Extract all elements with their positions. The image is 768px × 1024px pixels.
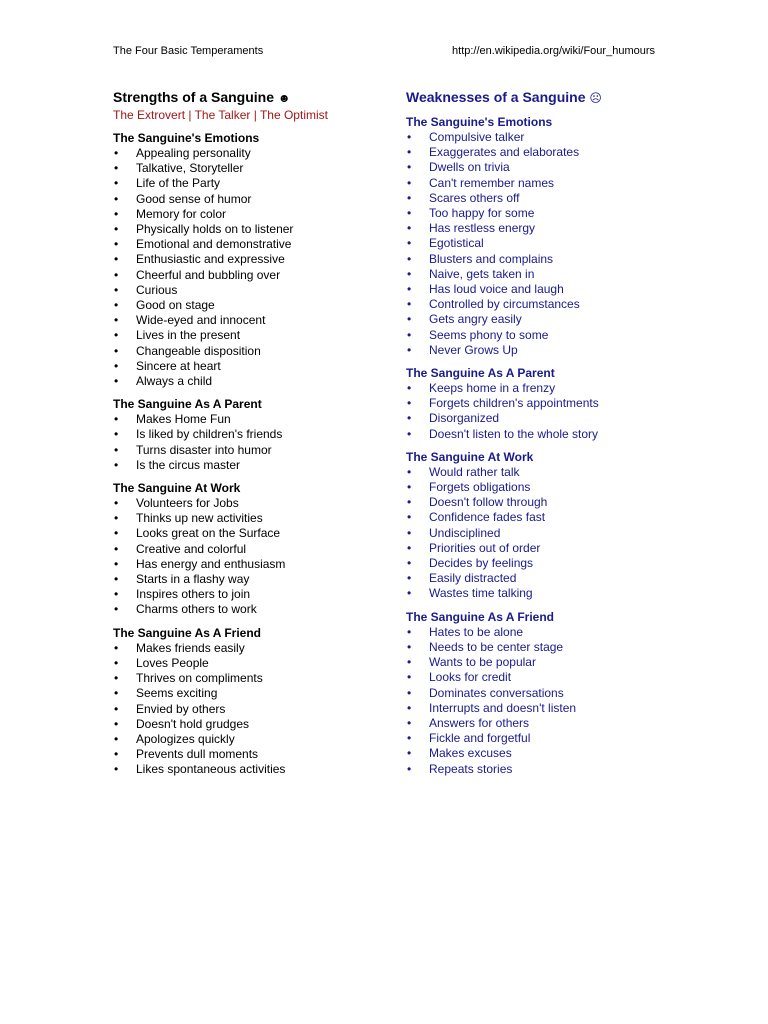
list-item-text: Repeats stories bbox=[429, 761, 513, 776]
bullet-icon: • bbox=[114, 640, 119, 655]
bullet-icon: • bbox=[114, 572, 119, 587]
bullet-icon: • bbox=[407, 510, 412, 525]
list-item-text: Creative and colorful bbox=[136, 541, 247, 556]
bullet-icon: • bbox=[114, 298, 119, 313]
bullet-icon: • bbox=[114, 267, 119, 282]
list-item-text: Good sense of humor bbox=[136, 191, 252, 206]
bullet-icon: • bbox=[114, 237, 119, 252]
smiley-face-icon: ☻ bbox=[277, 91, 291, 105]
list-item bbox=[113, 412, 393, 427]
bullet-icon: • bbox=[407, 266, 412, 281]
bullet-icon: • bbox=[114, 161, 119, 176]
list-item bbox=[113, 207, 393, 222]
list-item-text: Loves People bbox=[136, 655, 209, 670]
list-item bbox=[406, 541, 706, 556]
strengths-sections bbox=[113, 131, 393, 778]
list-item bbox=[406, 670, 706, 685]
bullet-icon: • bbox=[407, 381, 412, 396]
list-item-text: Physically holds on to listener bbox=[136, 222, 294, 237]
bullet-icon: • bbox=[407, 586, 412, 601]
list-item-text: Needs to be center stage bbox=[429, 639, 564, 654]
bullet-icon: • bbox=[114, 206, 119, 221]
bullet-icon: • bbox=[407, 175, 412, 190]
list-item bbox=[406, 586, 706, 601]
section-heading: The Sanguine As A Parent bbox=[113, 397, 262, 412]
list-item-text: Wide-eyed and innocent bbox=[136, 313, 266, 328]
bullet-icon: • bbox=[407, 297, 412, 312]
list-item-text: Blusters and complains bbox=[429, 251, 554, 266]
list-item-text: Egotistical bbox=[429, 236, 484, 251]
bullet-icon: • bbox=[114, 313, 119, 328]
bullet-list bbox=[113, 496, 393, 618]
list-item bbox=[406, 526, 706, 541]
bullet-icon: • bbox=[114, 671, 119, 686]
bullet-icon: • bbox=[114, 587, 119, 602]
list-item bbox=[406, 343, 706, 358]
list-item-text: Volunteers for Jobs bbox=[136, 496, 239, 511]
list-item bbox=[406, 686, 706, 701]
list-item-text: Prevents dull moments bbox=[136, 747, 259, 762]
list-item-text: Likes spontaneous activities bbox=[136, 762, 286, 777]
list-item-text: Naive, gets taken in bbox=[429, 266, 535, 281]
bullet-icon: • bbox=[407, 396, 412, 411]
list-item bbox=[113, 252, 393, 267]
bullet-icon: • bbox=[114, 716, 119, 731]
bullet-icon: • bbox=[114, 747, 119, 762]
list-item bbox=[406, 571, 706, 586]
list-item bbox=[113, 176, 393, 191]
bullet-icon: • bbox=[114, 176, 119, 191]
bullet-icon: • bbox=[407, 639, 412, 654]
list-item-text: Lives in the present bbox=[136, 328, 241, 343]
list-item-text: Controlled by circumstances bbox=[429, 297, 580, 312]
section bbox=[406, 610, 706, 777]
list-item-text: Starts in a flashy way bbox=[136, 572, 250, 587]
list-item-text: Fickle and forgetful bbox=[429, 731, 531, 746]
bullet-icon: • bbox=[407, 130, 412, 144]
list-item-text: Scares others off bbox=[429, 190, 520, 205]
list-item bbox=[113, 283, 393, 298]
bullet-icon: • bbox=[114, 191, 119, 206]
weaknesses-title bbox=[406, 88, 706, 107]
list-item-text: Makes Home Fun bbox=[136, 412, 231, 427]
list-item-text: Exaggerates and elaborates bbox=[429, 145, 580, 160]
bullet-icon: • bbox=[407, 236, 412, 251]
list-item bbox=[406, 716, 706, 731]
section bbox=[406, 115, 706, 358]
bullet-icon: • bbox=[114, 655, 119, 670]
bullet-icon: • bbox=[407, 282, 412, 297]
list-item bbox=[406, 236, 706, 251]
bullet-icon: • bbox=[114, 222, 119, 237]
list-item bbox=[406, 328, 706, 343]
list-item-text: Compulsive talker bbox=[429, 130, 525, 144]
bullet-list bbox=[113, 641, 393, 778]
bullet-icon: • bbox=[114, 701, 119, 716]
bullet-icon: • bbox=[407, 761, 412, 776]
bullet-icon: • bbox=[114, 556, 119, 571]
weaknesses-sections bbox=[406, 115, 706, 777]
list-item bbox=[406, 427, 706, 442]
list-item bbox=[113, 656, 393, 671]
list-item-text: Is the circus master bbox=[136, 457, 241, 472]
bullet-icon: • bbox=[407, 190, 412, 205]
bullet-icon: • bbox=[407, 342, 412, 357]
bullet-icon: • bbox=[407, 312, 412, 327]
list-item-text: Charms others to work bbox=[136, 602, 257, 617]
section-heading: The Sanguine's Emotions bbox=[113, 131, 260, 145]
list-item bbox=[113, 427, 393, 442]
bullet-list bbox=[406, 465, 706, 602]
list-item-text: Always a child bbox=[136, 374, 213, 389]
list-item bbox=[406, 655, 706, 670]
list-item bbox=[113, 313, 393, 328]
list-item bbox=[113, 298, 393, 313]
section-heading: The Sanguine As A Friend bbox=[113, 625, 262, 640]
list-item bbox=[113, 702, 393, 717]
list-item bbox=[406, 267, 706, 282]
list-item bbox=[113, 161, 393, 176]
bullet-icon: • bbox=[114, 731, 119, 746]
bullet-icon: • bbox=[407, 525, 412, 540]
list-item-text: Looks great on the Surface bbox=[136, 526, 281, 541]
section-heading: The Sanguine As A Parent bbox=[406, 366, 555, 381]
list-item bbox=[113, 557, 393, 572]
bullet-list bbox=[113, 412, 393, 473]
list-item-text: Priorities out of order bbox=[429, 540, 541, 555]
list-item bbox=[113, 328, 393, 343]
list-item-text: Never Grows Up bbox=[429, 342, 518, 357]
list-item bbox=[406, 465, 706, 480]
list-item bbox=[406, 556, 706, 571]
bullet-icon: • bbox=[407, 251, 412, 266]
bullet-icon: • bbox=[407, 426, 412, 441]
list-item-text: Turns disaster into humor bbox=[136, 442, 272, 457]
list-item-text: Life of the Party bbox=[136, 176, 221, 191]
strengths-subtitle: The Extrovert | The Talker | The Optimist bbox=[113, 108, 328, 122]
list-item bbox=[406, 640, 706, 655]
bullet-icon: • bbox=[407, 221, 412, 236]
list-item-text: Talkative, Storyteller bbox=[136, 161, 244, 176]
list-item bbox=[113, 268, 393, 283]
list-item bbox=[406, 191, 706, 206]
section-heading: The Sanguine At Work bbox=[113, 481, 241, 496]
bullet-icon: • bbox=[114, 526, 119, 541]
list-item-text: Looks for credit bbox=[429, 670, 512, 685]
list-item-text: Good on stage bbox=[136, 298, 215, 313]
bullet-icon: • bbox=[407, 495, 412, 510]
list-item-text: Emotional and demonstrative bbox=[136, 237, 292, 252]
section-heading: The Sanguine As A Friend bbox=[406, 609, 555, 624]
list-item-text: Makes excuses bbox=[429, 746, 512, 761]
list-item bbox=[113, 344, 393, 359]
bullet-icon: • bbox=[407, 670, 412, 685]
list-item-text: Cheerful and bubbling over bbox=[136, 267, 281, 282]
list-item-text: Doesn't follow through bbox=[429, 495, 548, 510]
bullet-icon: • bbox=[407, 700, 412, 715]
bullet-icon: • bbox=[407, 327, 412, 342]
list-item-text: Dominates conversations bbox=[429, 685, 564, 700]
list-item-text: Seems phony to some bbox=[429, 327, 549, 342]
list-item-text: Dwells on trivia bbox=[429, 160, 510, 175]
list-item-text: Answers for others bbox=[429, 715, 530, 730]
list-item-text: Disorganized bbox=[429, 411, 500, 426]
list-item bbox=[406, 221, 706, 236]
list-item bbox=[406, 625, 706, 640]
list-item-text: Doesn't listen to the whole story bbox=[429, 426, 599, 441]
bullet-icon: • bbox=[407, 746, 412, 761]
list-item bbox=[113, 732, 393, 747]
strengths-title-text: Strengths of a Sanguine bbox=[113, 89, 275, 105]
list-item-text: Hates to be alone bbox=[429, 624, 524, 639]
list-item-text: Apologizes quickly bbox=[136, 731, 235, 746]
bullet-icon: • bbox=[114, 442, 119, 457]
list-item bbox=[113, 359, 393, 374]
list-item bbox=[406, 746, 706, 761]
list-item-text: Can't remember names bbox=[429, 175, 555, 190]
list-item bbox=[113, 717, 393, 732]
list-item-text: Has energy and enthusiasm bbox=[136, 556, 286, 571]
bullet-icon: • bbox=[407, 655, 412, 670]
list-item bbox=[113, 496, 393, 511]
list-item bbox=[406, 731, 706, 746]
list-item-text: Seems exciting bbox=[136, 686, 218, 701]
document-title: The Four Basic Temperaments bbox=[113, 45, 264, 57]
strengths-column bbox=[113, 88, 393, 778]
list-item-text: Changeable disposition bbox=[136, 343, 261, 358]
list-item-text: Appealing personality bbox=[136, 146, 251, 160]
list-item-text: Forgets obligations bbox=[429, 480, 531, 495]
list-item-text: Has restless energy bbox=[429, 221, 536, 236]
list-item bbox=[113, 747, 393, 762]
list-item bbox=[406, 701, 706, 716]
bullet-list bbox=[406, 625, 706, 777]
section-heading: The Sanguine At Work bbox=[406, 449, 534, 464]
list-item-text: Curious bbox=[136, 282, 178, 297]
bullet-list bbox=[406, 381, 706, 442]
bullet-icon: • bbox=[114, 374, 119, 389]
list-item-text: Has loud voice and laugh bbox=[429, 282, 564, 297]
section-heading: The Sanguine's Emotions bbox=[406, 115, 553, 129]
list-item-text: Confidence fades fast bbox=[429, 510, 546, 525]
list-item-text: Gets angry easily bbox=[429, 312, 522, 327]
bullet-icon: • bbox=[114, 412, 119, 427]
bullet-icon: • bbox=[114, 457, 119, 472]
list-item-text: Easily distracted bbox=[429, 571, 517, 586]
list-item bbox=[113, 146, 393, 161]
bullet-icon: • bbox=[114, 427, 119, 442]
list-item bbox=[113, 222, 393, 237]
bullet-icon: • bbox=[407, 624, 412, 639]
bullet-icon: • bbox=[407, 206, 412, 221]
list-item-text: Too happy for some bbox=[429, 206, 535, 221]
list-item-text: Keeps home in a frenzy bbox=[429, 381, 556, 396]
bullet-icon: • bbox=[114, 511, 119, 526]
bullet-icon: • bbox=[114, 541, 119, 556]
list-item bbox=[113, 443, 393, 458]
list-item bbox=[113, 762, 393, 777]
list-item bbox=[406, 282, 706, 297]
bullet-icon: • bbox=[407, 411, 412, 426]
list-item-text: Thrives on compliments bbox=[136, 671, 263, 686]
list-item bbox=[406, 495, 706, 510]
list-item-text: Interrupts and doesn't listen bbox=[429, 700, 577, 715]
bullet-icon: • bbox=[114, 762, 119, 777]
list-item-text: Memory for color bbox=[136, 206, 227, 221]
list-item bbox=[113, 192, 393, 207]
section bbox=[406, 366, 706, 442]
list-item-text: Envied by others bbox=[136, 701, 226, 716]
list-item bbox=[406, 176, 706, 191]
bullet-list bbox=[113, 146, 393, 389]
list-item bbox=[406, 762, 706, 777]
bullet-icon: • bbox=[114, 496, 119, 511]
weaknesses-column bbox=[406, 88, 706, 777]
list-item-text: Wants to be popular bbox=[429, 655, 536, 670]
list-item-text: Makes friends easily bbox=[136, 640, 245, 655]
bullet-icon: • bbox=[407, 145, 412, 160]
list-item-text: Thinks up new activities bbox=[136, 511, 263, 526]
list-item bbox=[406, 312, 706, 327]
bullet-icon: • bbox=[114, 343, 119, 358]
frowning-face-icon: ☹ bbox=[589, 91, 602, 105]
source-url: http://en.wikipedia.org/wiki/Four_humours bbox=[452, 45, 655, 57]
list-item bbox=[406, 160, 706, 175]
list-item bbox=[406, 510, 706, 525]
list-item bbox=[113, 641, 393, 656]
bullet-icon: • bbox=[114, 282, 119, 297]
list-item-text: Forgets children's appointments bbox=[429, 396, 599, 411]
list-item bbox=[113, 374, 393, 389]
list-item-text: Is liked by children's friends bbox=[136, 427, 283, 442]
section bbox=[113, 626, 393, 778]
list-item bbox=[113, 686, 393, 701]
bullet-icon: • bbox=[114, 358, 119, 373]
list-item bbox=[406, 381, 706, 396]
section bbox=[113, 397, 393, 473]
bullet-icon: • bbox=[114, 602, 119, 617]
list-item bbox=[113, 572, 393, 587]
list-item bbox=[406, 145, 706, 160]
bullet-icon: • bbox=[407, 715, 412, 730]
list-item bbox=[113, 602, 393, 617]
list-item bbox=[406, 480, 706, 495]
list-item bbox=[406, 130, 706, 145]
bullet-icon: • bbox=[407, 464, 412, 479]
list-item bbox=[113, 511, 393, 526]
list-item bbox=[406, 297, 706, 312]
list-item bbox=[406, 206, 706, 221]
list-item bbox=[113, 671, 393, 686]
list-item bbox=[113, 587, 393, 602]
list-item bbox=[113, 237, 393, 252]
section bbox=[113, 481, 393, 618]
bullet-icon: • bbox=[407, 571, 412, 586]
bullet-icon: • bbox=[407, 160, 412, 175]
list-item-text: Undisciplined bbox=[429, 525, 501, 540]
bullet-icon: • bbox=[407, 685, 412, 700]
section bbox=[113, 131, 393, 389]
bullet-icon: • bbox=[114, 328, 119, 343]
list-item-text: Inspires others to join bbox=[136, 587, 251, 602]
list-item bbox=[113, 542, 393, 557]
list-item bbox=[406, 396, 706, 411]
bullet-list bbox=[406, 130, 706, 358]
section bbox=[406, 450, 706, 602]
list-item bbox=[406, 252, 706, 267]
bullet-icon: • bbox=[407, 540, 412, 555]
list-item-text: Doesn't hold grudges bbox=[136, 716, 250, 731]
list-item-text: Sincere at heart bbox=[136, 358, 221, 373]
list-item bbox=[113, 526, 393, 541]
list-item bbox=[406, 411, 706, 426]
list-item-text: Would rather talk bbox=[429, 464, 520, 479]
bullet-icon: • bbox=[407, 731, 412, 746]
bullet-icon: • bbox=[407, 480, 412, 495]
list-item-text: Wastes time talking bbox=[429, 586, 533, 601]
list-item-text: Enthusiastic and expressive bbox=[136, 252, 285, 267]
bullet-icon: • bbox=[114, 146, 119, 160]
bullet-icon: • bbox=[114, 686, 119, 701]
bullet-icon: • bbox=[114, 252, 119, 267]
list-item bbox=[113, 458, 393, 473]
strengths-title bbox=[113, 88, 393, 107]
weaknesses-title-text: Weaknesses of a Sanguine bbox=[406, 89, 586, 105]
list-item-text: Decides by feelings bbox=[429, 556, 534, 571]
bullet-icon: • bbox=[407, 556, 412, 571]
